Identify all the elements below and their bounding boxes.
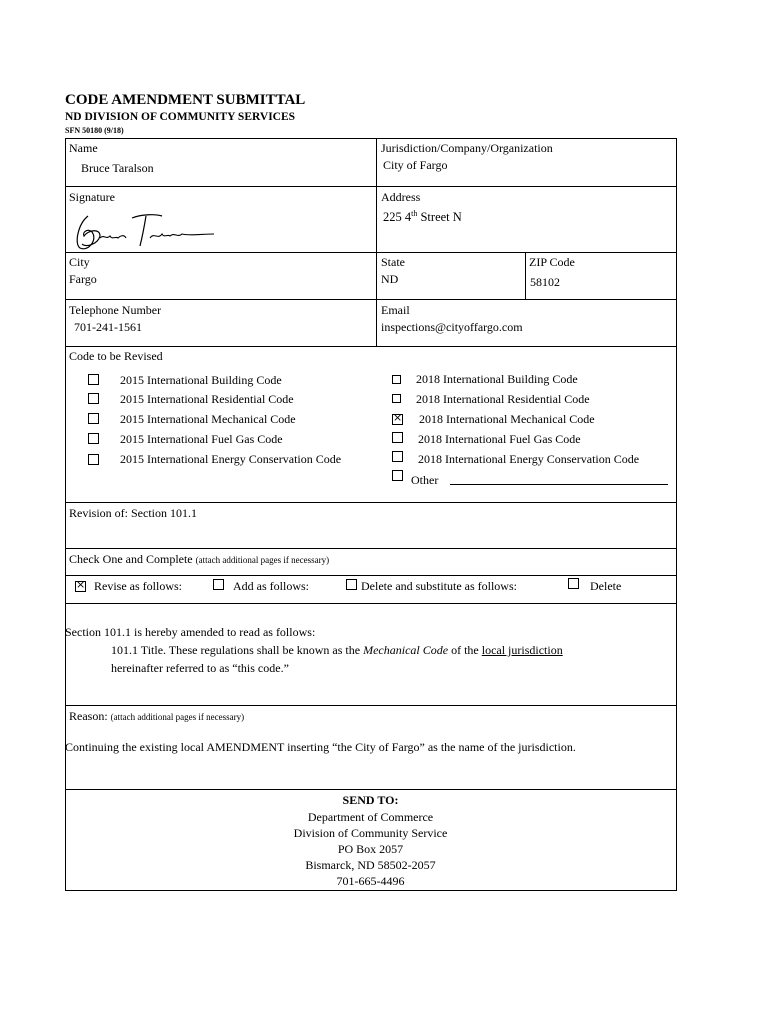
checkbox-2018-mechanical-checked[interactable]	[392, 414, 403, 425]
checkbox-delete[interactable]	[568, 578, 579, 589]
state-label: State	[381, 255, 405, 269]
checkbox-2015-building[interactable]	[88, 374, 99, 385]
label-2015-fuel-gas: 2015 International Fuel Gas Code	[120, 432, 283, 446]
label-add: Add as follows:	[233, 579, 309, 593]
label-2018-fuel-gas: 2018 International Fuel Gas Code	[418, 432, 581, 446]
amendment-line-1	[111, 643, 563, 657]
check-one-text: Check One and Complete	[69, 552, 193, 566]
reason-text-label: Reason:	[69, 709, 108, 723]
reason-note: (attach additional pages if necessary)	[110, 712, 245, 722]
checkbox-2015-fuel-gas[interactable]	[88, 433, 99, 444]
other-input-line[interactable]	[450, 484, 668, 485]
phone-field[interactable]: 701-241-1561	[74, 320, 142, 334]
amendment-intro: Section 101.1 is hereby amended to read as follows:	[65, 625, 316, 639]
amendment-line-2: hereinafter referred to as “this code.”	[111, 661, 289, 675]
city-field[interactable]: Fargo	[69, 272, 97, 286]
revision-label: Revision of: Section 101.1	[69, 506, 197, 520]
signature-image	[70, 204, 220, 254]
amendment-text-a: 101.1 Title. These regulations shall be known as the	[111, 643, 364, 657]
send-to-line: Division of Community Service	[293, 826, 448, 840]
zip-label: ZIP Code	[529, 255, 575, 269]
address-number: 225 4	[383, 210, 412, 225]
checkbox-delete-substitute[interactable]	[346, 579, 357, 590]
zip-field[interactable]: 58102	[530, 275, 560, 289]
checkbox-2015-residential[interactable]	[88, 393, 99, 404]
reason-text: Continuing the existing local AMENDMENT inserting “the City of Fargo” as the name of the jurisdiction.	[65, 740, 576, 754]
checkbox-2018-fuel-gas[interactable]	[392, 432, 403, 443]
name-field[interactable]: Bruce Taralson	[81, 161, 154, 175]
address-street: Street N	[417, 210, 462, 225]
label-2015-mechanical: 2015 International Mechanical Code	[120, 412, 296, 426]
reason-label	[69, 709, 244, 724]
checkbox-revise-checked[interactable]	[75, 581, 86, 592]
city-label: City	[69, 255, 90, 269]
checkbox-2018-building[interactable]	[392, 375, 401, 384]
state-field[interactable]: ND	[381, 272, 399, 286]
send-to-line: Bismarck, ND 58502-2057	[305, 858, 436, 872]
address-suffix: th	[411, 209, 418, 218]
send-to-line: Department of Commerce	[307, 810, 434, 824]
label-2018-residential: 2018 International Residential Code	[416, 392, 590, 406]
signature-label: Signature	[69, 190, 115, 204]
amendment-jurisdiction: local jurisdiction	[481, 643, 563, 657]
checkbox-other[interactable]	[392, 470, 403, 481]
send-to-line: PO Box 2057	[337, 842, 404, 856]
form-number: SFN 50180 (9/18)	[65, 126, 124, 135]
check-one-note: (attach additional pages if necessary)	[195, 555, 330, 565]
send-to-address	[65, 809, 676, 889]
checkbox-2018-residential[interactable]	[392, 394, 401, 403]
address-field[interactable]	[383, 207, 462, 224]
phone-label: Telephone Number	[69, 303, 162, 317]
label-2018-energy: 2018 International Energy Conservation Code	[418, 452, 640, 466]
amendment-text-b: of the	[448, 643, 482, 657]
code-section-label: Code to be Revised	[69, 349, 163, 363]
checkbox-add[interactable]	[213, 579, 224, 590]
label-delete: Delete	[590, 579, 622, 593]
email-field[interactable]: inspections@cityoffargo.com	[381, 320, 523, 334]
checkbox-2015-energy[interactable]	[88, 454, 99, 465]
checkbox-2018-energy[interactable]	[392, 451, 403, 462]
send-to-title: SEND TO:	[342, 793, 399, 807]
jurisdiction-field[interactable]: City of Fargo	[383, 158, 448, 172]
label-2018-building: 2018 International Building Code	[416, 372, 578, 386]
send-to-line: 701-665-4496	[336, 874, 405, 888]
email-label: Email	[381, 303, 410, 317]
jurisdiction-label: Jurisdiction/Company/Organization	[381, 141, 553, 155]
label-other: Other	[411, 473, 439, 487]
label-2015-residential: 2015 International Residential Code	[120, 392, 294, 406]
division-name: ND DIVISION OF COMMUNITY SERVICES	[65, 111, 296, 123]
check-one-label	[69, 552, 329, 567]
label-revise: Revise as follows:	[94, 579, 182, 593]
form-title: CODE AMENDMENT SUBMITTAL	[65, 92, 306, 108]
address-label: Address	[381, 190, 421, 204]
label-delete-substitute: Delete and substitute as follows:	[361, 579, 517, 593]
checkbox-2015-mechanical[interactable]	[88, 413, 99, 424]
label-2015-energy: 2015 International Energy Conservation Code	[120, 452, 342, 466]
amendment-code-name: Mechanical Code	[363, 643, 449, 657]
name-label: Name	[69, 141, 98, 155]
label-2015-building: 2015 International Building Code	[120, 373, 282, 387]
label-2018-mechanical: 2018 International Mechanical Code	[419, 412, 595, 426]
